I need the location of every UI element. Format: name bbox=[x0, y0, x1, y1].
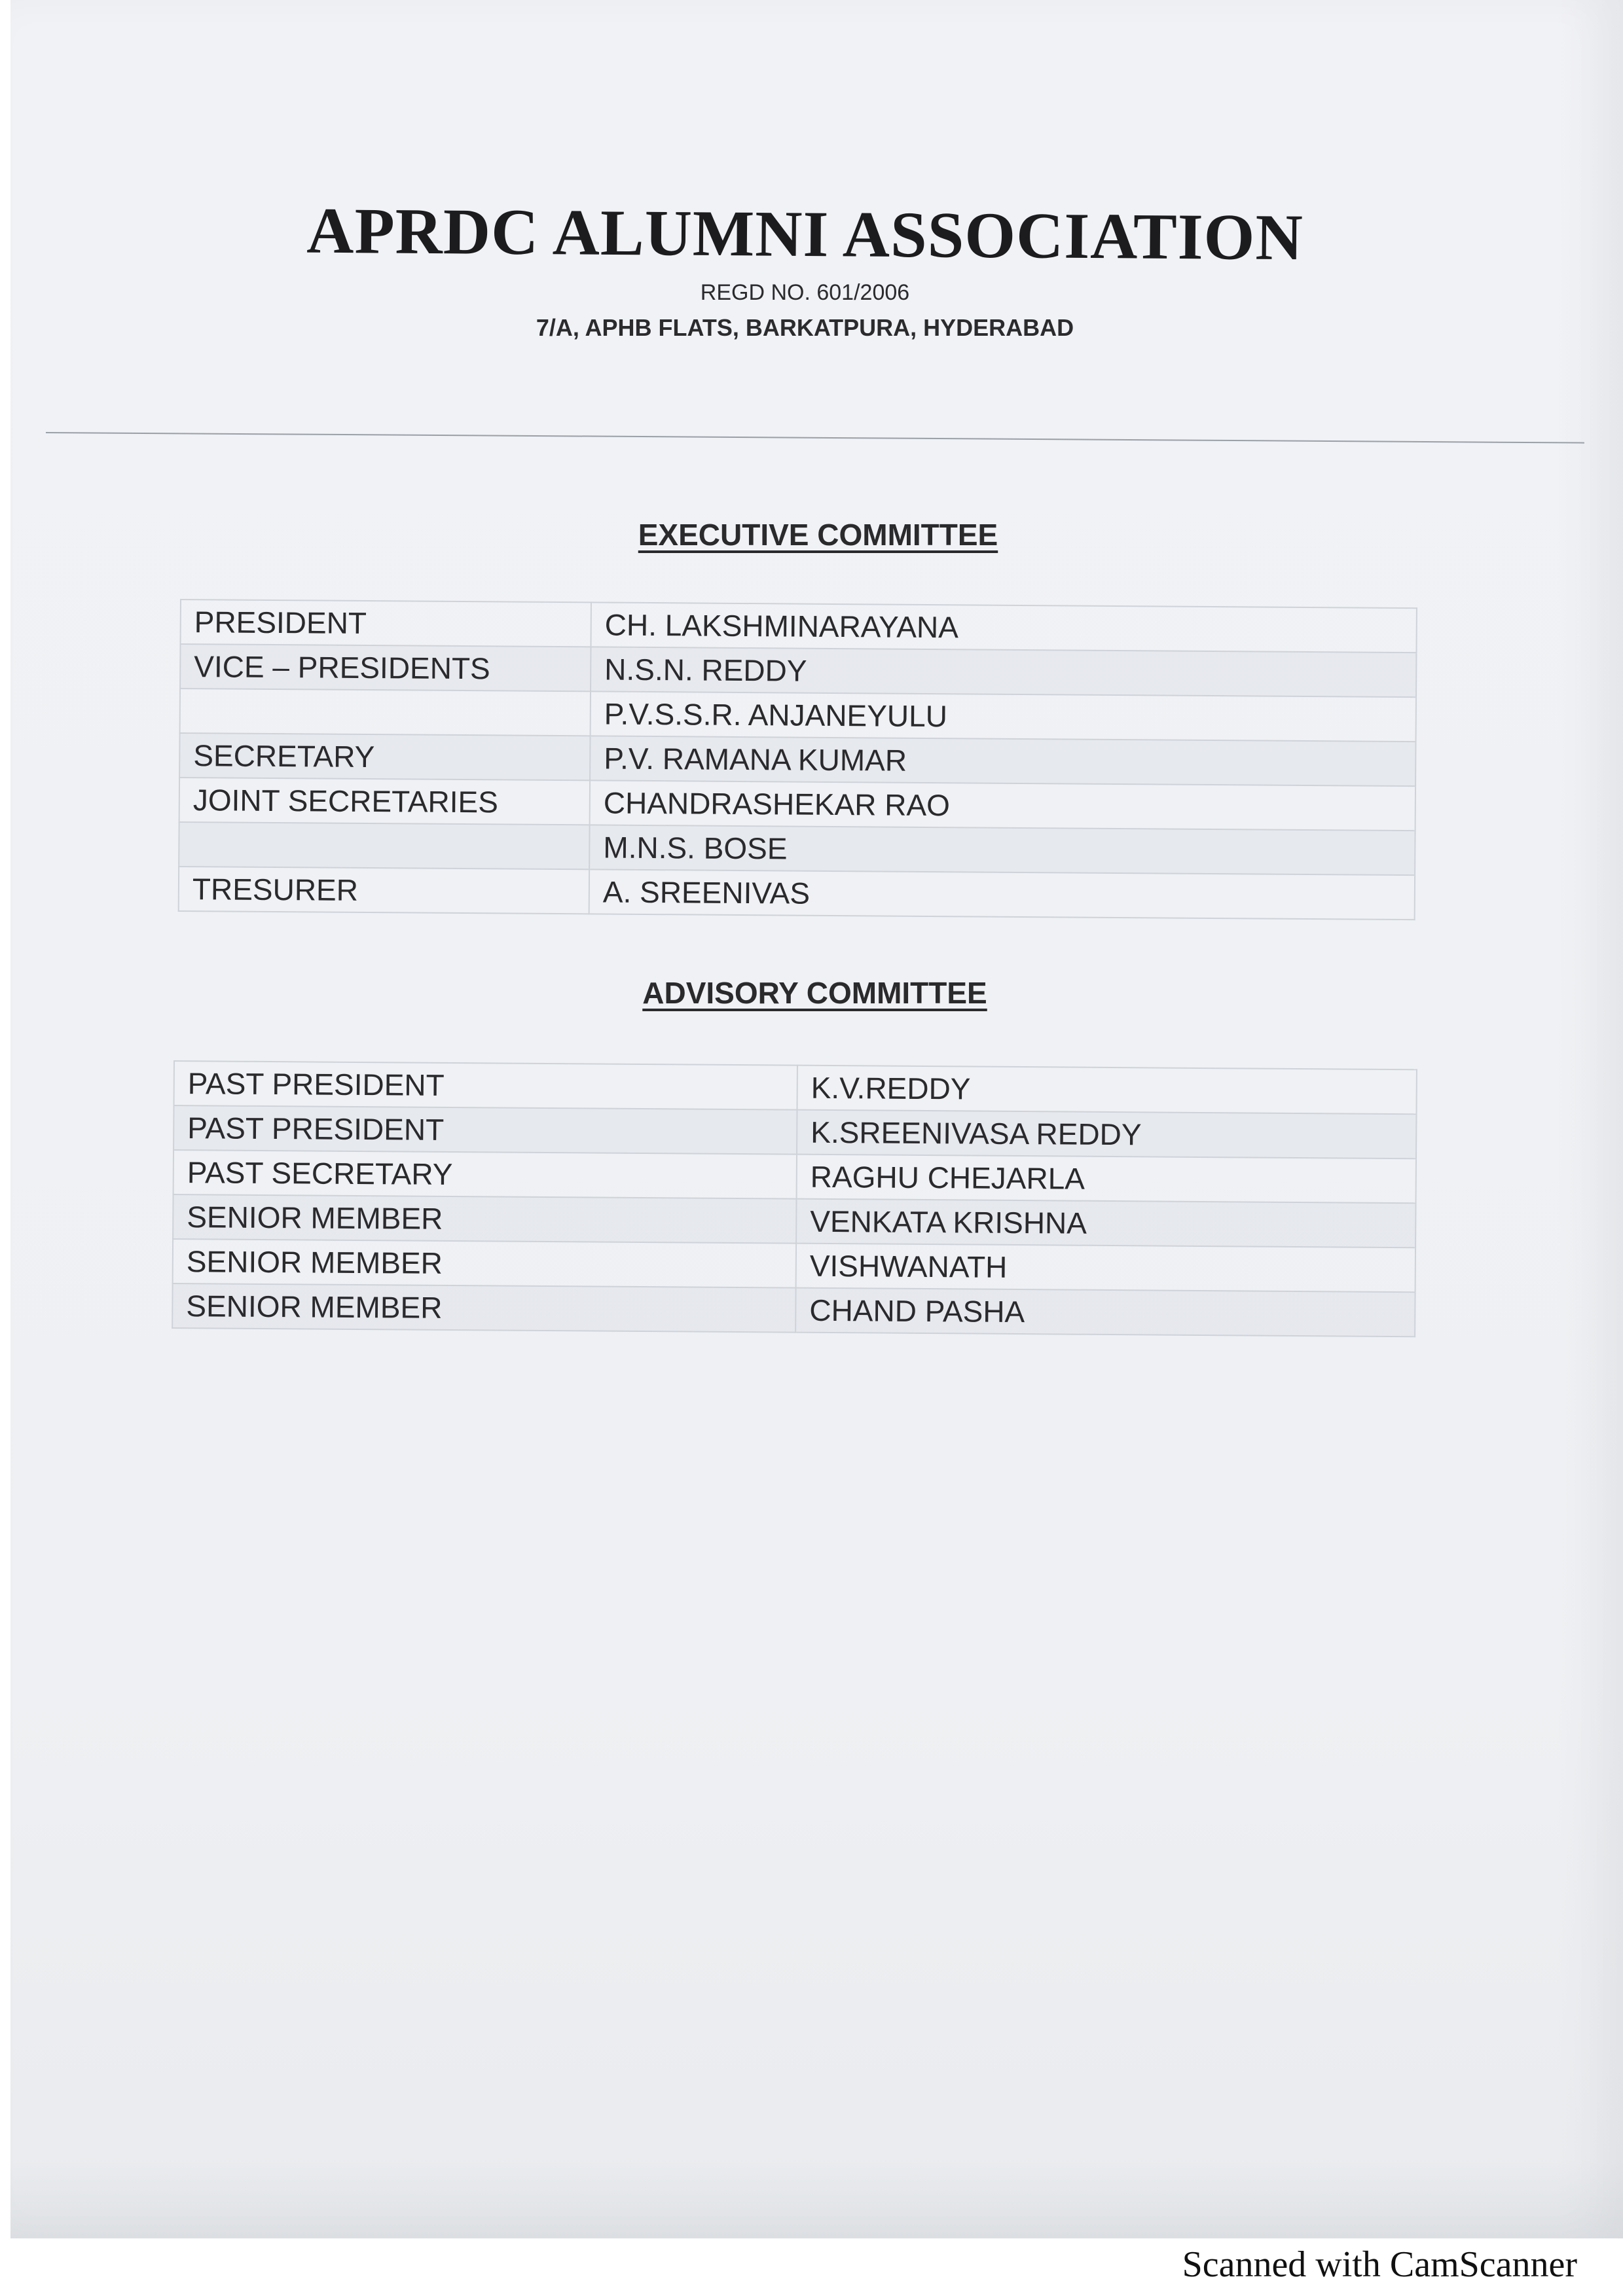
member-name-cell: CHAND PASHA bbox=[795, 1288, 1415, 1337]
role-cell: VICE – PRESIDENTS bbox=[180, 644, 591, 691]
role-cell: SENIOR MEMBER bbox=[172, 1283, 795, 1333]
advisory-committee-table bbox=[172, 1060, 1417, 1337]
advisory-committee-heading: ADVISORY COMMITTEE bbox=[642, 976, 987, 1010]
member-name-cell: K.SREENIVASA REDDY bbox=[797, 1110, 1416, 1159]
organization-title: APRDC ALUMNI ASSOCIATION bbox=[306, 194, 1304, 274]
member-name-cell: K.V.REDDY bbox=[797, 1066, 1416, 1115]
executive-committee-heading: EXECUTIVE COMMITTEE bbox=[638, 518, 998, 552]
member-name-cell: CH. LAKSHMINARAYANA bbox=[591, 602, 1417, 653]
registration-number: REGD NO. 601/2006 bbox=[700, 280, 910, 305]
organization-address: 7/A, APHB FLATS, BARKATPURA, HYDERABAD bbox=[536, 314, 1074, 341]
role-cell: PAST SECRETARY bbox=[173, 1150, 797, 1199]
role-cell: TRESURER bbox=[179, 867, 589, 914]
executive-committee-table bbox=[178, 599, 1417, 920]
role-cell: SENIOR MEMBER bbox=[173, 1239, 796, 1288]
role-cell: PAST PRESIDENT bbox=[173, 1105, 797, 1155]
member-name-cell: P.V. RAMANA KUMAR bbox=[590, 736, 1415, 786]
member-name-cell: M.N.S. BOSE bbox=[589, 825, 1415, 875]
role-cell bbox=[179, 822, 589, 869]
member-name-cell: P.V.S.S.R. ANJANEYULU bbox=[591, 691, 1416, 742]
role-cell: PRESIDENT bbox=[181, 600, 591, 647]
role-cell: PAST PRESIDENT bbox=[174, 1061, 797, 1110]
camscanner-watermark: Scanned with CamScanner bbox=[1182, 2244, 1577, 2285]
member-name-cell: CHANDRASHEKAR RAO bbox=[590, 780, 1415, 831]
role-cell bbox=[180, 689, 591, 736]
role-cell: SENIOR MEMBER bbox=[173, 1194, 796, 1244]
table-row bbox=[172, 1283, 1415, 1336]
member-name-cell: VISHWANATH bbox=[796, 1244, 1415, 1293]
role-cell: SECRETARY bbox=[179, 733, 590, 780]
member-name-cell: A. SREENIVAS bbox=[589, 869, 1415, 920]
member-name-cell: RAGHU CHEJARLA bbox=[797, 1155, 1416, 1204]
member-name-cell: N.S.N. REDDY bbox=[591, 647, 1416, 697]
member-name-cell: VENKATA KRISHNA bbox=[796, 1199, 1415, 1248]
table-row bbox=[179, 867, 1415, 920]
page-shadow-bottom bbox=[10, 2160, 1623, 2238]
role-cell: JOINT SECRETARIES bbox=[179, 778, 590, 825]
